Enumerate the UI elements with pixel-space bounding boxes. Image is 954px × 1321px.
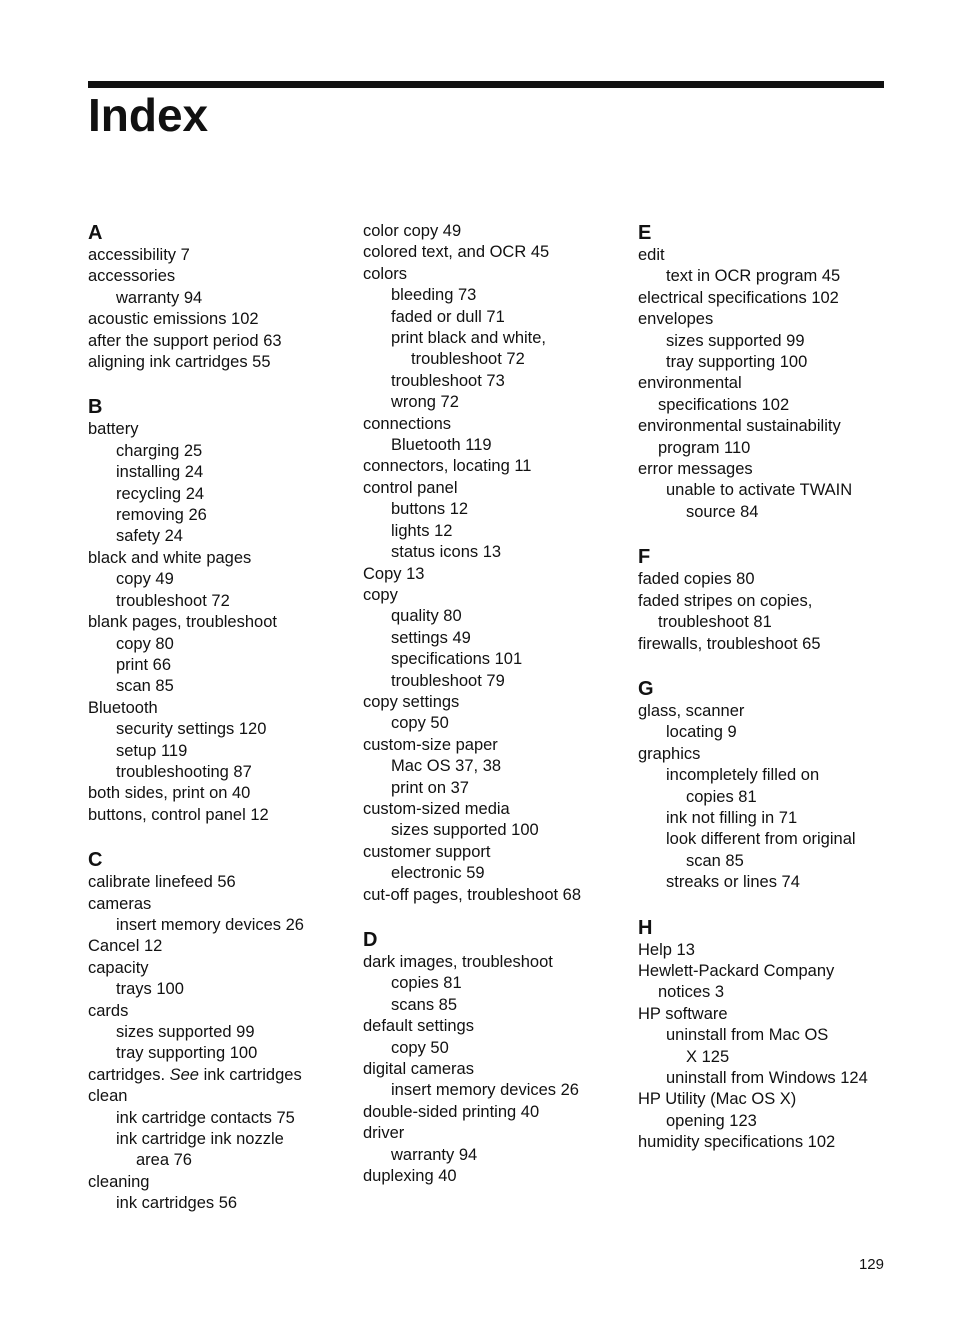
index-entry: cameras — [88, 894, 152, 913]
index-entry: accessories — [88, 267, 176, 286]
index-subentry: print 66 — [116, 655, 172, 674]
index-subentry: troubleshoot 79 — [391, 671, 505, 690]
index-subentry: insert memory devices 26 — [391, 1081, 579, 1100]
index-entry: custom-sized media — [363, 799, 510, 818]
index-entry: dark images, troubleshoot — [363, 953, 553, 971]
index-entry-continuation: troubleshoot 81 — [658, 613, 772, 632]
index-entry: Bluetooth — [88, 698, 158, 717]
index-subentry: charging 25 — [116, 441, 203, 460]
index-subentry: area 76 — [136, 1151, 192, 1170]
index-subentry: insert memory devices 26 — [116, 915, 304, 934]
index-subentry: sizes supported 99 — [666, 331, 805, 350]
section-letter: E — [638, 222, 652, 244]
index-subentry: troubleshoot 72 — [116, 591, 230, 610]
index-subentry: streaks or lines 74 — [666, 873, 800, 892]
index-subentry: faded or dull 71 — [391, 307, 505, 326]
index-entry: faded stripes on copies, — [638, 591, 813, 610]
index-subentry: source 84 — [686, 502, 759, 521]
index-subentry: status icons 13 — [391, 543, 502, 562]
index-subentry: ink cartridge contacts 75 — [116, 1108, 295, 1127]
index-entry: digital cameras — [363, 1060, 474, 1079]
index-subentry: lights 12 — [391, 521, 453, 540]
section-letter: B — [88, 396, 103, 419]
index-entry: Copy 13 — [363, 564, 425, 583]
index-subentry: security settings 120 — [116, 720, 267, 739]
index-entry: connectors, locating 11 — [363, 457, 532, 476]
index-subentry: ink cartridge ink nozzle — [116, 1130, 284, 1149]
index-entry: Help 13 — [638, 940, 695, 959]
index-entry: black and white pages — [88, 548, 252, 567]
index-subentry: incompletely filled on — [666, 766, 820, 785]
index-entry: calibrate linefeed 56 — [88, 873, 236, 892]
index-entry: connections — [363, 414, 452, 433]
index-column-1 — [88, 221, 348, 1215]
index-subentry: troubleshooting 87 — [116, 762, 252, 781]
index-entry: both sides, print on 40 — [88, 784, 251, 803]
section-letter: F — [638, 546, 651, 569]
entry-text: cartridges. — [88, 1065, 170, 1084]
index-entry: customer support — [363, 842, 491, 861]
index-subentry: locating 9 — [666, 723, 737, 742]
index-entry: HP software — [638, 1004, 728, 1023]
index-subentry: recycling 24 — [116, 484, 205, 503]
section-letter: G — [638, 677, 654, 700]
index-entry: color copy 49 — [363, 222, 462, 240]
index-entry: glass, scanner — [638, 701, 745, 720]
index-subentry: ink not filling in 71 — [666, 808, 798, 827]
index-subentry: troubleshoot 72 — [411, 350, 525, 369]
index-subentry: tray supporting 100 — [666, 353, 808, 372]
index-subentry: text in OCR program 45 — [666, 267, 841, 286]
index-column-3 — [638, 221, 884, 1154]
section-gap — [88, 373, 348, 395]
index-entry: edit — [638, 246, 665, 264]
section-gap — [638, 655, 884, 677]
index-subentry: scans 85 — [391, 995, 458, 1014]
index-subentry: safety 24 — [116, 527, 183, 546]
entry-text: ink cartridges — [198, 1065, 302, 1084]
index-entry: default settings — [363, 1017, 474, 1036]
index-entry: cleaning — [88, 1172, 150, 1191]
index-subentry: sizes supported 99 — [116, 1023, 255, 1041]
index-subentry: X 125 — [686, 1047, 730, 1066]
index-entry: colored text, and OCR 45 — [363, 243, 550, 262]
index-entry: duplexing 40 — [363, 1167, 457, 1186]
index-column-2 — [363, 221, 623, 1187]
index-entry: firewalls, troubleshoot 65 — [638, 634, 821, 653]
page-number: 129 — [858, 1256, 884, 1273]
index-subentry: copies 81 — [686, 787, 757, 806]
index-entry: accessibility 7 — [88, 246, 190, 264]
section-gap — [638, 523, 884, 545]
index-entry: environmental — [638, 374, 742, 393]
index-entry-continuation: program 110 — [658, 438, 751, 457]
index-entry-continuation: specifications 102 — [658, 395, 790, 414]
section-gap — [638, 894, 884, 916]
index-subentry: uninstall from Windows 124 — [666, 1069, 868, 1087]
index-entry: blank pages, troubleshoot — [88, 613, 277, 632]
index-entry: humidity specifications 102 — [638, 1133, 836, 1152]
index-subentry: installing 24 — [116, 463, 204, 482]
index-subentry: ink cartridges 56 — [116, 1194, 238, 1213]
index-entry: Cancel 12 — [88, 937, 163, 956]
index-subentry: unable to activate TWAIN — [666, 481, 853, 500]
index-subentry: print black and white, — [391, 329, 547, 348]
index-subentry: copy 49 — [116, 570, 174, 589]
index-subentry: settings 49 — [391, 628, 471, 647]
index-entry: control panel — [363, 478, 458, 497]
index-subentry: uninstall from Mac OS — [666, 1026, 829, 1045]
index-entry: environmental sustainability — [638, 417, 841, 436]
index-entry: faded copies 80 — [638, 570, 755, 589]
section-gap — [88, 826, 348, 848]
index-entry: cards — [88, 1001, 129, 1020]
index-subentry: specifications 101 — [391, 650, 523, 669]
section-letter: D — [363, 929, 378, 951]
index-subentry: copies 81 — [391, 974, 462, 993]
title-rule — [88, 81, 884, 88]
index-entry: double-sided printing 40 — [363, 1102, 540, 1121]
index-subentry: removing 26 — [116, 506, 207, 525]
index-subentry: scan 85 — [686, 851, 744, 870]
page-title: Index — [88, 89, 209, 141]
index-subentry: trays 100 — [116, 980, 184, 999]
section-letter: H — [638, 916, 653, 939]
section-gap — [363, 906, 623, 928]
index-subentry: opening 123 — [666, 1111, 757, 1130]
index-entry — [88, 1065, 348, 1086]
index-entry: custom-size paper — [363, 735, 498, 754]
index-entry: aligning ink cartridges 55 — [88, 353, 271, 372]
index-subentry: tray supporting 100 — [116, 1044, 258, 1063]
index-entry: clean — [88, 1087, 128, 1106]
index-subentry: electronic 59 — [391, 864, 485, 883]
index-entry: graphics — [638, 744, 701, 763]
index-entry: copy — [363, 585, 398, 604]
see-reference: See — [169, 1065, 199, 1084]
index-subentry: look different from original — [666, 830, 856, 849]
index-entry: driver — [363, 1124, 405, 1143]
index-entry: Hewlett-Packard Company — [638, 961, 835, 980]
index-subentry: copy 50 — [391, 1038, 449, 1057]
section-letter: A — [88, 222, 103, 244]
index-subentry: scan 85 — [116, 677, 174, 696]
index-entry: buttons, control panel 12 — [88, 805, 269, 824]
index-entry: error messages — [638, 460, 753, 479]
index-subentry: troubleshoot 73 — [391, 371, 505, 390]
index-subentry: warranty 94 — [391, 1145, 478, 1164]
index-entry: electrical specifications 102 — [638, 288, 839, 307]
index-subentry: Mac OS 37, 38 — [391, 757, 502, 776]
index-entry: colors — [363, 264, 408, 283]
index-entry: after the support period 63 — [88, 331, 282, 350]
index-entry: HP Utility (Mac OS X) — [638, 1090, 797, 1109]
index-subentry: setup 119 — [116, 741, 188, 760]
index-subentry: copy 80 — [116, 634, 174, 653]
index-entry: cut-off pages, troubleshoot 68 — [363, 885, 582, 904]
index-subentry: copy 50 — [391, 714, 449, 733]
index-entry: battery — [88, 420, 139, 439]
index-subentry: wrong 72 — [391, 393, 459, 412]
index-subentry: bleeding 73 — [391, 286, 477, 305]
index-subentry: Bluetooth 119 — [391, 436, 492, 455]
index-entry: envelopes — [638, 310, 714, 329]
index-entry: copy settings — [363, 692, 460, 711]
index-subentry: warranty 94 — [116, 288, 203, 307]
section-letter: C — [88, 849, 103, 872]
index-entry: acoustic emissions 102 — [88, 310, 259, 329]
index-entry: capacity — [88, 958, 149, 977]
index-subentry: buttons 12 — [391, 500, 469, 519]
index-subentry: quality 80 — [391, 607, 462, 626]
index-subentry: sizes supported 100 — [391, 821, 539, 840]
index-subentry: print on 37 — [391, 778, 469, 797]
index-entry-continuation: notices 3 — [658, 983, 725, 1002]
